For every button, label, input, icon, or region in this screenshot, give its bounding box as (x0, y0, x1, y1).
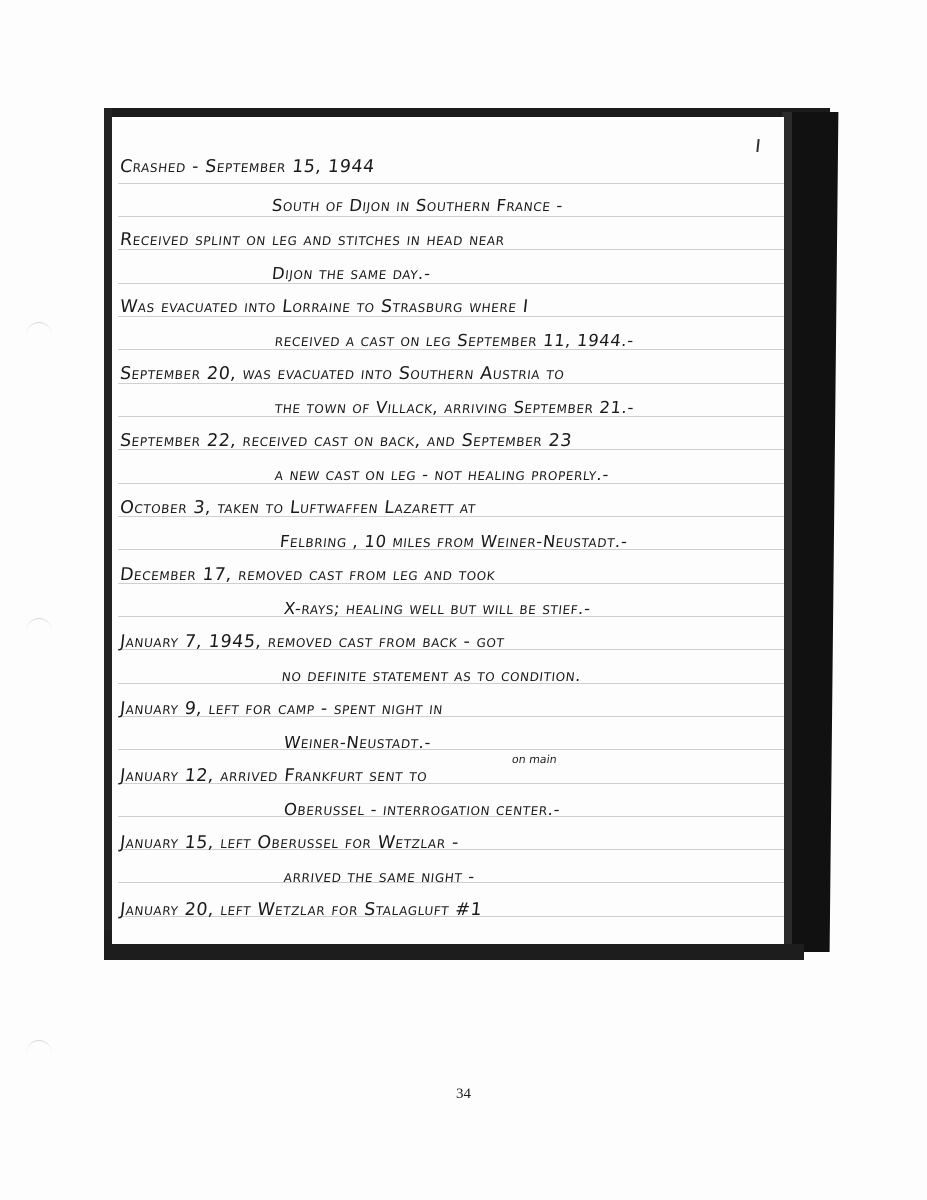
hole-punch-mark-top (26, 322, 52, 336)
entry-4-indent: the town of Villack, arriving September 21.- (274, 398, 636, 417)
hole-punch-mark-middle (26, 618, 52, 632)
entry-10-interlineation: on main (511, 753, 558, 766)
entry-10-main: January 12, arrived Frankfurt sent to (118, 766, 429, 786)
entry-2-main: Received splint on leg and stitches in head near (118, 230, 506, 250)
entry-2-indent: Dijon the same day.- (271, 264, 432, 283)
notebook-edge-top (104, 108, 830, 117)
entry-9-main: January 9, left for camp - spent night in (118, 699, 444, 719)
entry-7-indent: X-rays; healing well but will be stief.- (283, 599, 592, 618)
entry-5-main: September 22, received cast on back, and September 23 (118, 431, 574, 451)
entry-6-main: October 3, taken to Luftwaffen Lazarett at (118, 498, 477, 518)
entry-5-indent: a new cast on leg - not healing properly.- (274, 465, 611, 484)
entry-1-main: Crashed - September 15, 1944 (118, 157, 376, 177)
entry-6-indent: Felbring , 10 miles from Weiner-Neustadt.- (279, 532, 629, 551)
entry-11-indent: arrived the same night - (283, 867, 476, 886)
notebook-edge-bottom (104, 944, 804, 960)
entry-9-indent: Weiner-Neustadt.- (283, 733, 433, 752)
page-number: 34 (456, 1086, 471, 1102)
entry-3-main: Was evacuated into Lorraine to Strasburg where I (118, 297, 530, 317)
entry-7-main: December 17, removed cast from leg and took (118, 565, 497, 585)
pen-tick-mark (756, 139, 759, 152)
entry-12-main: January 20, left Wetzlar for Stalagluft #1 (118, 900, 484, 920)
notebook-edge-left (104, 108, 112, 960)
entry-8-indent: no definite statement as to condition. (281, 666, 583, 685)
hole-punch-mark-bottom (26, 1040, 52, 1054)
handwritten-journal-text (112, 117, 802, 944)
entry-1-indent: South of Dijon in Southern France - (271, 196, 564, 215)
entry-8-main: January 7, 1945, removed cast from back - got (118, 632, 506, 652)
entry-11-main: January 15, left Oberussel for Wetzlar - (118, 833, 460, 853)
entry-10-indent: Oberussel - interrogation center.- (283, 800, 562, 819)
entry-4-main: September 20, was evacuated into Southern Austria to (118, 364, 566, 384)
entry-3-indent: received a cast on leg September 11, 1944.- (274, 331, 635, 350)
